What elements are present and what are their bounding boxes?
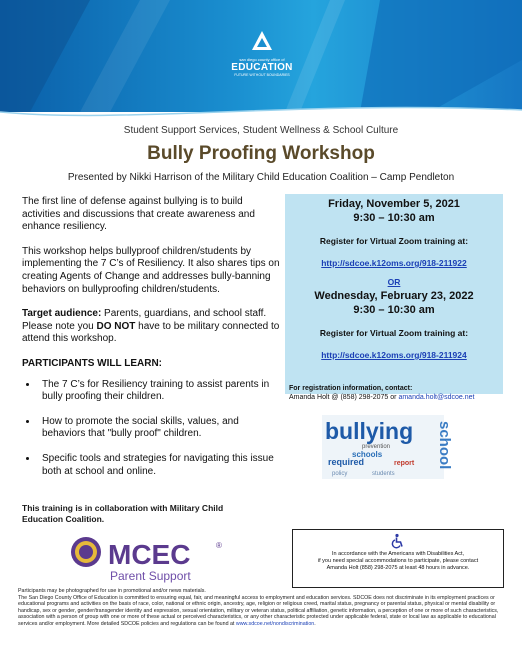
logo-tagline: FUTURE WITHOUT BOUNDARIES — [234, 73, 290, 77]
cloud-word: prevention — [362, 444, 391, 450]
logo-org-name: EDUCATION — [231, 62, 293, 73]
session-time-1: 9:30 – 10:30 am — [353, 212, 435, 224]
nondiscrimination-text: The San Diego County Office of Education is committed to ensuring equal, fair, and meaningful access to employment and education services. SDCOE does not discriminate in its employment practices or educational programs and activities on the basis of race, color, national or ethnic origin, ancestry, age, religion or religious creed, marital status, pregnancy or parental status, physical or mental disability or handicap, sex or gender, gender/transgender identity and expression, sexual orientation, military or veteran status, political affiliation, genetic information, a perception of one or more of such characteristics, association with a person of group with one or more of these actual or perceived characteristics, or any other characteristic protected under applicable federal, state or local law as applicable to educational services and/or employment. More detailed SDCOE policies and regulations can be found at — [18, 594, 499, 627]
mcec-name: MCEC — [108, 539, 191, 570]
ada-line-3: Amanda Holt (858) 298-2075 at least 48 hours in advance. — [326, 565, 470, 571]
cloud-word: students — [372, 471, 395, 477]
audience-paragraph — [22, 308, 280, 346]
audience-bold: DO NOT — [96, 320, 136, 332]
header-banner — [0, 0, 522, 112]
nondiscrimination-link[interactable]: www.sdcoe.net/nondiscrimination — [235, 620, 315, 627]
cloud-word-school: school — [436, 421, 453, 470]
wheelchair-icon — [390, 533, 406, 549]
learn-list — [22, 379, 280, 479]
contact-phone: Amanda Holt @ (858) 298-2075 or — [289, 394, 399, 401]
mcec-subtitle: Parent Support — [110, 569, 191, 583]
cloud-word: schools — [352, 450, 383, 459]
registration-link-1[interactable]: http://sdcoe.k12oms.org/918-211922 — [321, 258, 467, 268]
register-label-2: Register for Virtual Zoom training at: — [319, 328, 469, 338]
session-date-2: Wednesday, February 23, 2022 — [314, 290, 474, 302]
description-column — [22, 196, 280, 490]
mcec-logo — [70, 536, 230, 586]
cloud-word: required — [328, 457, 365, 467]
ada-notice — [292, 529, 504, 588]
department-subhead: Student Support Services, Student Wellness & School Culture — [123, 125, 399, 136]
session-info-box — [285, 194, 503, 394]
cloud-word: report — [394, 460, 415, 467]
audience-text: Parents, guardians, and school staff. Please note you — [22, 308, 267, 332]
register-label-1: Register for Virtual Zoom training at: — [319, 236, 469, 246]
learn-item: • How to promote the social skills, values, and behaviors that "bully proof" children. — [38, 416, 280, 441]
collaboration-note: This training is in collaboration with Military Child Education Coalition. — [22, 503, 224, 524]
audience-tail: have to be military connected to attend this workshop. — [22, 320, 280, 345]
bullying-word-cloud — [322, 415, 453, 479]
learn-item: • Specific tools and strategies for navigating this issue both at school and online. — [38, 453, 280, 478]
word-cloud-graphic — [322, 415, 453, 479]
cloud-word-main: bullying — [325, 418, 414, 444]
contact-label: For registration information, contact: — [289, 385, 413, 392]
nondiscrimination-end: . — [314, 620, 316, 627]
contact-info — [289, 384, 514, 402]
sdcoe-mountain-icon — [251, 30, 273, 52]
ada-line-1: In accordance with the Americans with Disabilities Act, — [331, 551, 465, 557]
ada-line-2: if you need special accommodations to participate, please contact — [317, 558, 479, 564]
audience-label: Target audience: — [22, 308, 102, 320]
banner-wave — [0, 100, 522, 124]
learn-heading: PARTICIPANTS WILL LEARN: — [22, 357, 162, 369]
learn-item: • The 7 C’s for Resiliency training to assist parents in bully proofing their children. — [38, 379, 280, 404]
intro-paragraph: The first line of defense against bullying is to build activities and discussions that create awareness and enhance resiliency. — [22, 196, 255, 233]
session-time-2: 9:30 – 10:30 am — [353, 304, 435, 316]
presenter-line: Presented by Nikki Harrison of the Military Child Education Coalition – Camp Pendleton — [67, 172, 455, 183]
mcec-logo-graphic — [70, 536, 230, 586]
photo-note: Participants may be photographed for use in promotional and/or news materials. — [18, 588, 206, 594]
logo-org-small: san diego county office of — [239, 57, 285, 62]
mcec-registered-mark: ® — [216, 541, 222, 550]
session-date-1: Friday, November 5, 2021 — [328, 198, 460, 210]
or-separator: OR — [387, 277, 401, 287]
workshop-paragraph: This workshop helps bullyproof children/students by implementing the 7 C’s of Resiliency. It also shares tips on creating Agents of Change and addresses bully-banning behaviors on bullyproofing children/students. — [22, 245, 280, 295]
footer-disclaimer — [18, 588, 508, 628]
contact-email-link[interactable]: amanda.holt@sdcoe.net — [398, 394, 475, 401]
registration-link-2[interactable]: http://sdcoe.k12oms.org/918-211924 — [321, 350, 467, 360]
nondiscrimination-statement — [18, 595, 508, 628]
cloud-word: policy — [332, 471, 348, 477]
contact-line — [289, 393, 514, 402]
sdcoe-logo — [226, 30, 298, 78]
page-title: Bully Proofing Workshop — [147, 143, 375, 164]
